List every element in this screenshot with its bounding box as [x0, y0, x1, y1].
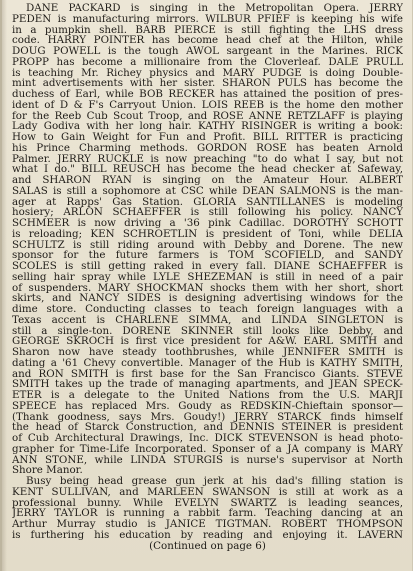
text-line: mint advertisements with her sister. SHARON PULS has become the	[12, 78, 403, 89]
text-line: GEORGE SKROCH is first vice president for A&W. EARL SMITH and	[12, 336, 403, 347]
text-line: sponsor for the future farmers is TOM SCOFIELD, and SANDY	[12, 250, 403, 261]
text-line: is furthering his education by reading and enjoying it. LAVERN	[12, 529, 403, 541]
text-line: selling hair spray while LYLE SHEZEMAN is still in need of a pair	[12, 271, 403, 283]
text-line: Shore Manor.	[12, 465, 83, 476]
text-line: SPEECE has replaced Mrs. Goudy as REDSKIN-Chieftain sponsor—	[12, 400, 403, 412]
text-line: is teaching Mr. Richey physics and MARY PUDGE is doing Double-	[12, 67, 403, 79]
text-line: KENT SULLIVAN, and MARLEEN SWANSON is still at work as a	[12, 486, 403, 498]
text-line: professional bunny. While EVELYN SWARTZ is leading seances,	[12, 497, 403, 509]
text-line: PROPP has become a millionaire from the Cloverleaf. DALE PRULL	[12, 56, 403, 68]
text-line: ETER is a delegate to the United Nations from the U.S. MARJI	[12, 390, 403, 401]
text-line: SCHULTZ is still riding around with Debby and Dorene. The new	[12, 239, 403, 251]
text-line: skirts, and NANCY SIDES is designing advertising windows for the	[12, 293, 403, 304]
text-line: Sharon now have steady toothbrushes, while JENNIFER SMITH is	[12, 347, 403, 358]
text-line: for the Reeb Cub Scout Troop, and ROSE ANNE RETZLAFF is playing	[12, 110, 403, 122]
text-line: SMITH takes up the trade of managing apartments, and JEAN SPECK-	[12, 379, 403, 390]
text-line: dime store. Conducting classes to teach foreign languages with a	[12, 304, 403, 315]
text-line: is reloading; KEN SCHROETLIN is president of Toni, while DELIA	[12, 228, 403, 240]
text-line: DOUG POWELL is the tough AWOL sargeant in the Marines. RICK	[12, 46, 403, 57]
text-line: of suspenders. MARY SHOCKMAN shocks them with her short, short	[12, 282, 403, 294]
paragraph-1	[12, 3, 403, 476]
text-line: still a single-ton. DORENE SKINNER still looks like Debby, and	[12, 325, 403, 337]
text-line: duchess of Earl, while BOB RECKER has attained the position of pres-	[12, 89, 403, 100]
text-line: SCOLES is still getting raked in every fall. DIANE SCHAEFFER is	[12, 261, 403, 272]
text-line: Busy being head grease gun jerk at his dad's filling station is	[26, 476, 403, 487]
text-line: dating a '61 Chevy convertible. Manager of the Hub is KATHY SMITH,	[12, 357, 403, 369]
paper-fold-shadow	[2, 0, 7, 571]
text-line: and RON SMITH is first base for the San Francisco Giants. STEVE	[12, 368, 403, 380]
text-line: Arthur Murray studio is JANICE TIGTMAN. ROBERT THOMPSON	[12, 519, 403, 530]
text-line: Lady Godiva with her long hair. KATHY RISINGER is writing a book:	[12, 121, 403, 132]
text-line: SALAS is still a sophomore at CSC while DEAN SALMONS is the man-	[12, 185, 403, 197]
text-line: Texas accent is CHARLENE SIMMA, and LINDA SINGLETON is	[12, 314, 403, 326]
text-line: code. HARRY POINTER has become head chef at the Hilton, while	[12, 35, 403, 46]
text-line: what I do." BILL REUSCH has become the head checker at Safeway,	[12, 164, 403, 175]
paragraph-2	[12, 476, 403, 541]
text-line: hosiery; ARLON SCHAEFFER is still following his policy. NANCY	[12, 207, 403, 218]
text-line: DANE PACKARD is singing in the Metropolitan Opera. JERRY	[26, 3, 403, 14]
text-line: How to Gain Weight for Fun and Profit. BILL RITTER is practicing	[12, 132, 403, 143]
text-line: grapher for Time-Life Incorporated. Sponser of a JA company is MARY	[12, 443, 403, 455]
text-line: Palmer. JERRY RUCKLE is now preaching "to do what I say, but not	[12, 153, 403, 165]
text-line: ANN STONE, while LINDA STURGIS is nurse's supervisor at North	[12, 454, 403, 466]
text-line: (Thank goodness, says Mrs. Goudy!) JERRY STARCK finds himself	[12, 411, 403, 423]
text-line: PEDEN is manufacturing mirrors. WILBUR PFIEF is keeping his wife	[12, 13, 403, 25]
continued-notice: (Continued on page 6)	[149, 540, 266, 552]
text-line: SCHMEER is now driving a '36 pink Cadillac. DOROTHY SCHOTT	[12, 218, 403, 229]
text-line: the head of Starck Construction, and DENNIS STEINER is president	[12, 422, 403, 433]
text-line: ager at Rapps' Gas Station. GLORIA SANTILLANES is modeling	[12, 196, 403, 208]
text-line: his Prince Charming methods. GORDON ROSE has beaten Arnold	[12, 142, 403, 154]
text-line: ident of D & F's Carryout Union. LOIS REEB is the home den mother	[12, 99, 403, 111]
text-line: and SHARON RYAN is singing on the Amateur Hour. ALBERT	[12, 175, 403, 186]
text-line: in a pumpkin shell. BARB PIERCE is still fighting the LHS dress	[12, 24, 403, 36]
text-line: JERRY TAYLOR is running a rabbit farm. Teaching dancing at an	[12, 508, 403, 519]
text-line: of Cub Architectural Drawings, Inc. DICK STEVENSON is head photo-	[12, 433, 403, 444]
